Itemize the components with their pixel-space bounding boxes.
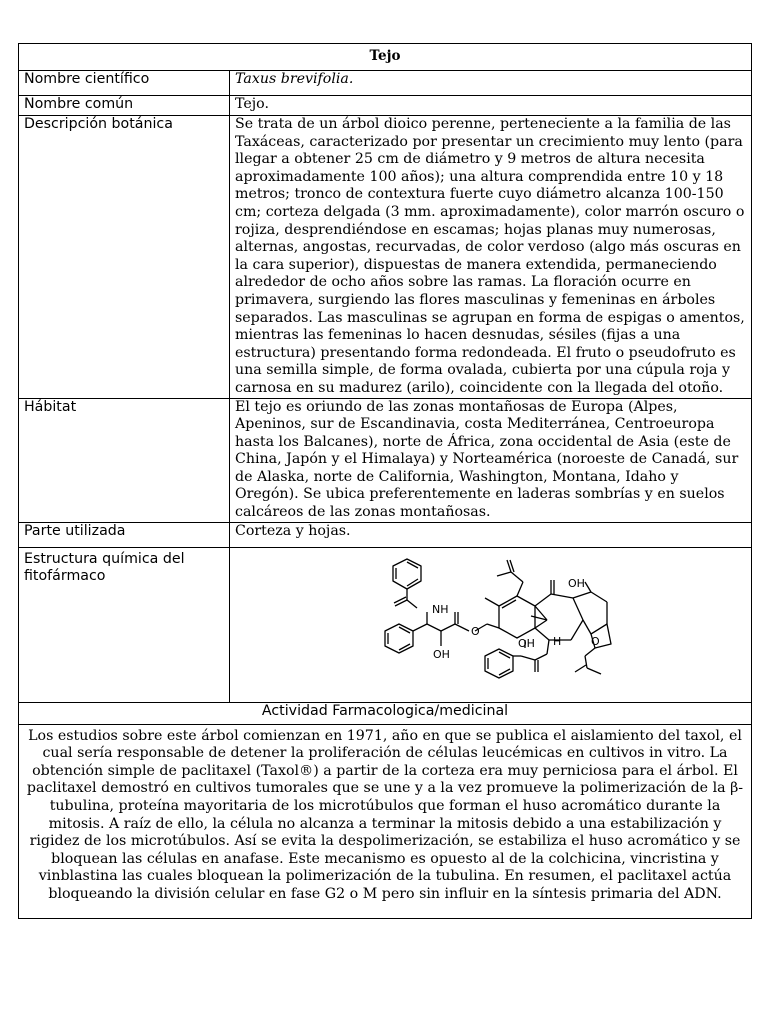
structure-label-oh-side: OH bbox=[433, 647, 450, 661]
structure-label-oh-bottom: OH bbox=[518, 636, 535, 650]
value-scientific-name: Taxus brevifolia. bbox=[230, 71, 752, 96]
structure-label-oxetane-o: O bbox=[591, 634, 600, 648]
value-common-name: Tejo. bbox=[230, 96, 752, 116]
label-habitat: Hábitat bbox=[19, 398, 230, 522]
section-title: Actividad Farmacologica/medicinal bbox=[19, 702, 752, 724]
section-body: Los estudios sobre este árbol comienzan en 1971, año en que se publica el aislamiento del taxol, el cual sería responsable de detener la proliferación de células leucémicas en cultivos in vitro. La obtención simple de paclitaxel (Taxol®) a partir de la corteza era muy perniciosa para el árbol. El paclitaxel demostró en cultivos tumorales que se une y a la vez promueve la polimerización de la β-tubulina, proteína mayoritaria de los microtúbulos que forman el huso acromático durante la mitosis. A raíz de ello, la célula no alcanza a terminar la mitosis debido a una estabilización y rigidez de los microtúbulos. Así se evita la despolimerización, se estabiliza el huso acromático y se bloquean las células en anafase. Este mecanismo es opuesto al de la colchicina, vincristina y vinblastina las cuales bloquean la polimerización de la tubulina. En resumen, el paclitaxel actúa bloqueando la división celular en fase G2 o M pero sin influir en la síntesis primaria del ADN. bbox=[19, 724, 752, 918]
label-common-name: Nombre común bbox=[19, 96, 230, 116]
benzoate-ring bbox=[485, 649, 513, 678]
phenyl-ring-lower bbox=[385, 624, 413, 653]
label-botanical-description: Descripción botánica bbox=[19, 116, 230, 399]
structure-label-ester-o: O bbox=[471, 624, 480, 638]
structure-label-h: H bbox=[553, 634, 562, 648]
chemical-structure-cell bbox=[230, 547, 752, 702]
value-habitat: El tejo es oriundo de las zonas montañosas de Europa (Alpes, Apeninos, sur de Escandinavia, costa Mediterránea, Centroeuropa hasta los Balcanes), norte de África, zona occidental de Asia (este de China, Japón y el Himalaya) y Norteamérica (noroeste de Canadá, sur de Alaska, norte de California, Washington, Montana, Idaho y Oregón). Se ubica preferentemente en laderas sombrías y en suelos calcáreos de las zonas montañosas. bbox=[230, 398, 752, 522]
label-scientific-name: Nombre científico bbox=[19, 71, 230, 96]
plant-info-table bbox=[18, 43, 752, 919]
value-botanical-description: Se trata de un árbol dioico perenne, perteneciente a la familia de las Taxáceas, caracterizado por presentar un crecimiento muy lento (para llegar a obtener 25 cm de diámetro y 9 metros de altura necesita aproximadamente 100 años); una altura comprendida entre 10 y 18 metros; tronco de contextura fuerte cuyo diámetro alcanza 100-150 cm; corteza delgada (3 mm. aproximadamente), color marrón oscuro o rojiza, desprendiéndose en escamas; hojas planas muy numerosas, alternas, angostas, recurvadas, de color verdoso (algo más oscuras en la cara superior), dispuestas de manera extendida, permaneciendo alrededor de ocho años sobre las ramas. La floración ocurre en primavera, surgiendo las flores masculinas y femeninas en árboles separados. Las masculinas se agrupan en forma de espigas o amentos, mientras las femeninas lo hacen desnudas, sésiles (fijas a una estructura) presentando forma redondeada. El fruto o pseudofruto es una semilla simple, de forma ovalada, cubierta por una cúpula roja y carnosa en su madurez (arilo), coincidente con la llegada del otoño. bbox=[230, 116, 752, 399]
table-title: Tejo bbox=[19, 44, 752, 71]
structure-label-nh: NH bbox=[432, 602, 449, 616]
label-chemical-structure: Estructura química del fitofármaco bbox=[19, 547, 230, 702]
taxane-ring-a bbox=[499, 596, 535, 638]
value-part-used: Corteza y hojas. bbox=[230, 522, 752, 547]
label-part-used: Parte utilizada bbox=[19, 522, 230, 547]
benzoyl-ring-upper bbox=[393, 559, 421, 589]
structure-label-oh-top: OH bbox=[568, 576, 585, 590]
paclitaxel-structure-diagram bbox=[235, 548, 747, 698]
